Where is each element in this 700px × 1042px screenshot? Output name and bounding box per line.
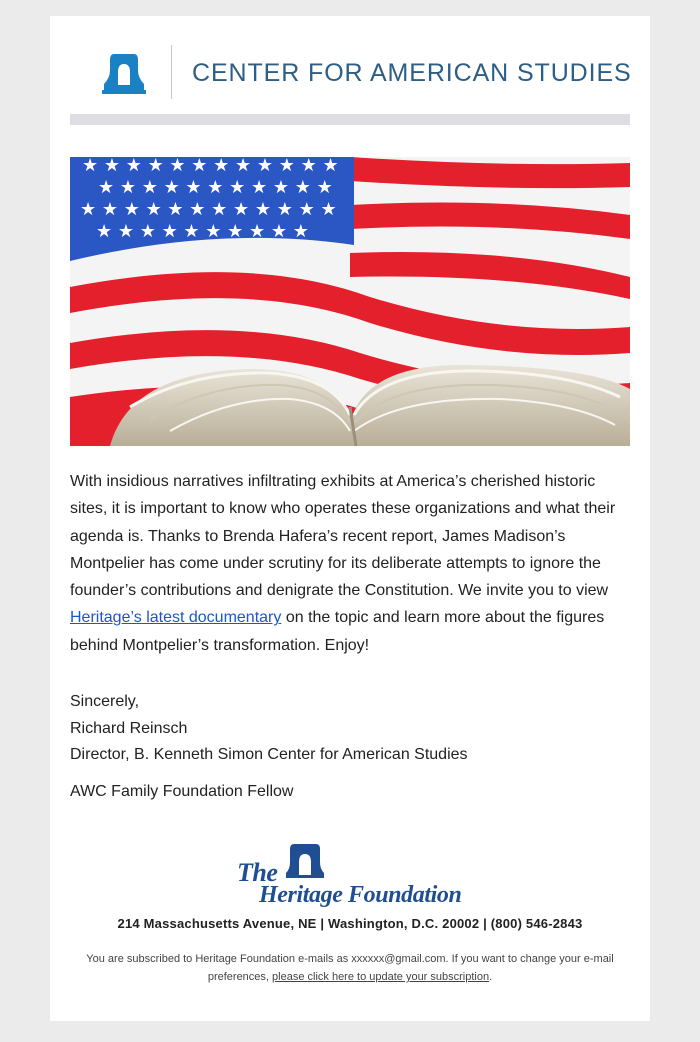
message-text-intro: With insidious narratives infiltrating exhibits at America’s cherished historic sites, it is important to know who operates these organizations and what their agenda is. Thanks to Brenda Hafera’s recent report, James Madison’s Montpelier has come under scrutiny for its deliberate attempts to ignore the founder’s contributions and denigrate the Constitution. We invite you to view bbox=[70, 473, 616, 600]
heritage-bell-icon bbox=[285, 842, 325, 882]
svg-text:★ ★ ★ ★ ★ ★ ★ ★ ★ ★ ★ ★: ★ ★ ★ ★ ★ ★ ★ ★ ★ ★ ★ ★ bbox=[80, 199, 337, 220]
liberty-bell-icon bbox=[102, 52, 146, 94]
subscription-end: . bbox=[489, 971, 493, 983]
update-subscription-link[interactable]: please click here to update your subscription bbox=[272, 971, 490, 983]
signature-title: Director, B. Kenneth Simon Center for American Studies bbox=[70, 746, 468, 763]
signature-block bbox=[70, 689, 630, 769]
email-card bbox=[50, 16, 650, 1021]
svg-text:★ ★ ★ ★ ★ ★ ★ ★ ★ ★: ★ ★ ★ ★ ★ ★ ★ ★ ★ ★ bbox=[96, 221, 309, 242]
heritage-logo-the: The bbox=[237, 858, 278, 887]
signature-fellowship: AWC Family Foundation Fellow bbox=[70, 783, 294, 800]
message-paragraph bbox=[70, 468, 630, 659]
hero-image bbox=[70, 157, 630, 446]
signature-closing: Sincerely, bbox=[70, 693, 140, 710]
subscription-notice bbox=[70, 950, 630, 986]
center-title: CENTER FOR AMERICAN STUDIES bbox=[192, 59, 632, 87]
header-divider bbox=[171, 45, 172, 99]
footer-address: 214 Massachusetts Avenue, NE | Washington, D.C. 20002 | (800) 546-2843 bbox=[117, 916, 583, 931]
message-text-outro: on the topic and learn more about the figures behind Montpelier’s transformation. Enjoy! bbox=[70, 609, 605, 654]
header-rule bbox=[70, 114, 630, 125]
subscription-text: You are subscribed to Heritage Foundation e-mails as xxxxxx@gmail.com. If you want to change your e-mail preferences, bbox=[86, 953, 614, 983]
heritage-logo-name: Heritage Foundation bbox=[259, 882, 462, 908]
svg-text:★ ★ ★ ★ ★ ★ ★ ★ ★ ★ ★: ★ ★ ★ ★ ★ ★ ★ ★ ★ ★ ★ bbox=[98, 177, 333, 198]
flag-book-illustration bbox=[70, 157, 630, 446]
svg-text:★ ★ ★ ★ ★ ★ ★ ★ ★ ★ ★ ★: ★ ★ ★ ★ ★ ★ ★ ★ ★ ★ ★ ★ bbox=[82, 157, 339, 176]
documentary-link[interactable]: Heritage’s latest documentary bbox=[70, 609, 282, 627]
heritage-foundation-logo bbox=[237, 842, 469, 910]
signature-name: Richard Reinsch bbox=[70, 719, 188, 737]
email-header bbox=[50, 16, 650, 114]
